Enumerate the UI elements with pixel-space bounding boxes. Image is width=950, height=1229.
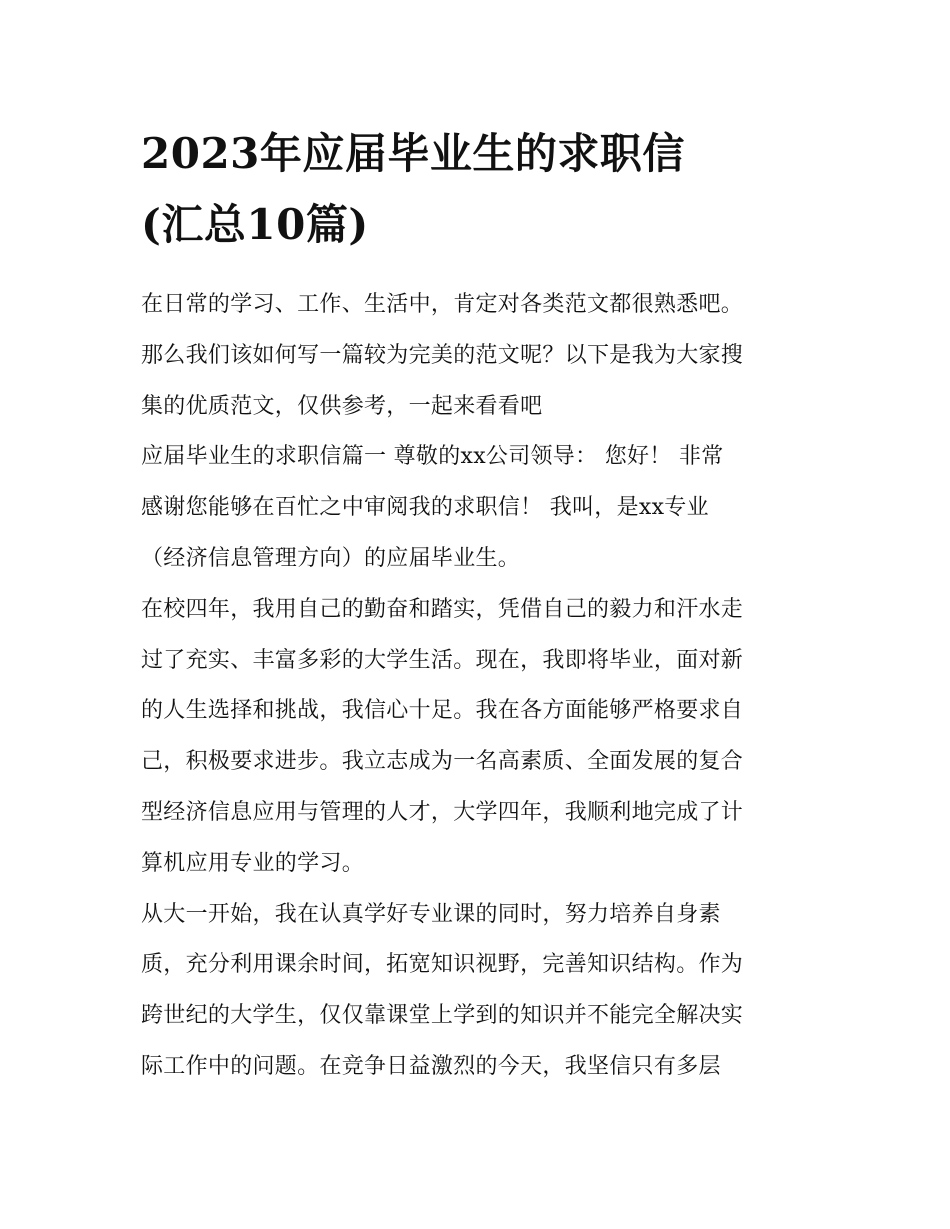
document-content xyxy=(141,118,821,1093)
paragraph-letter-opening xyxy=(141,432,821,584)
text-line: 型经济信息应用与管理的人才，大学四年，我顺利地完成了计 xyxy=(141,799,744,825)
text-line: 应届毕业生的求职信篇一 尊敬的xx公司领导： 您好！ 非常 xyxy=(141,444,724,470)
text-line: 从大一开始，我在认真学好专业课的同时，努力培养自身素 xyxy=(141,901,721,927)
text-line: 过了充实、丰富多彩的大学生活。现在，我即将毕业，面对新 xyxy=(141,647,744,673)
text-line: 感谢您能够在百忙之中审阅我的求职信！ 我叫，是xx专业 xyxy=(141,495,709,521)
text-line: 在校四年，我用自己的勤奋和踏实，凭借自己的毅力和汗水走 xyxy=(141,596,744,622)
paragraph-intro xyxy=(141,280,821,432)
title-line: (汇总10篇) xyxy=(141,200,369,249)
title-line: 2023年应届毕业生的求职信 xyxy=(141,129,685,178)
text-line: 的人生选择和挑战，我信心十足。我在各方面能够严格要求自 xyxy=(141,698,744,724)
text-line: 质，充分利用课余时间，拓宽知识视野，完善知识结构。作为 xyxy=(141,952,744,978)
text-line: 在日常的学习、工作、生活中，肯定对各类范文都很熟悉吧。 xyxy=(141,292,744,317)
text-line: 际工作中的问题。在竞争日益激烈的今天，我坚信只有多层 xyxy=(141,1053,721,1079)
text-line: 跨世纪的大学生，仅仅靠课堂上学到的知识并不能完全解决实 xyxy=(141,1003,744,1029)
text-line: （经济信息管理方向）的应届毕业生。 xyxy=(141,545,521,571)
document-body xyxy=(141,280,821,1093)
document-title xyxy=(141,118,821,260)
text-line: 己，积极要求进步。我立志成为一名高素质、全面发展的复合 xyxy=(141,749,744,775)
text-line: 集的优质范文，仅供参考，一起来看看吧 xyxy=(141,393,543,419)
paragraph-self-development xyxy=(141,890,821,1093)
text-line: 算机应用专业的学习。 xyxy=(141,850,365,876)
text-line: 那么我们该如何写一篇较为完美的范文呢？以下是我为大家搜 xyxy=(141,342,744,368)
paragraph-school-years xyxy=(141,585,821,890)
